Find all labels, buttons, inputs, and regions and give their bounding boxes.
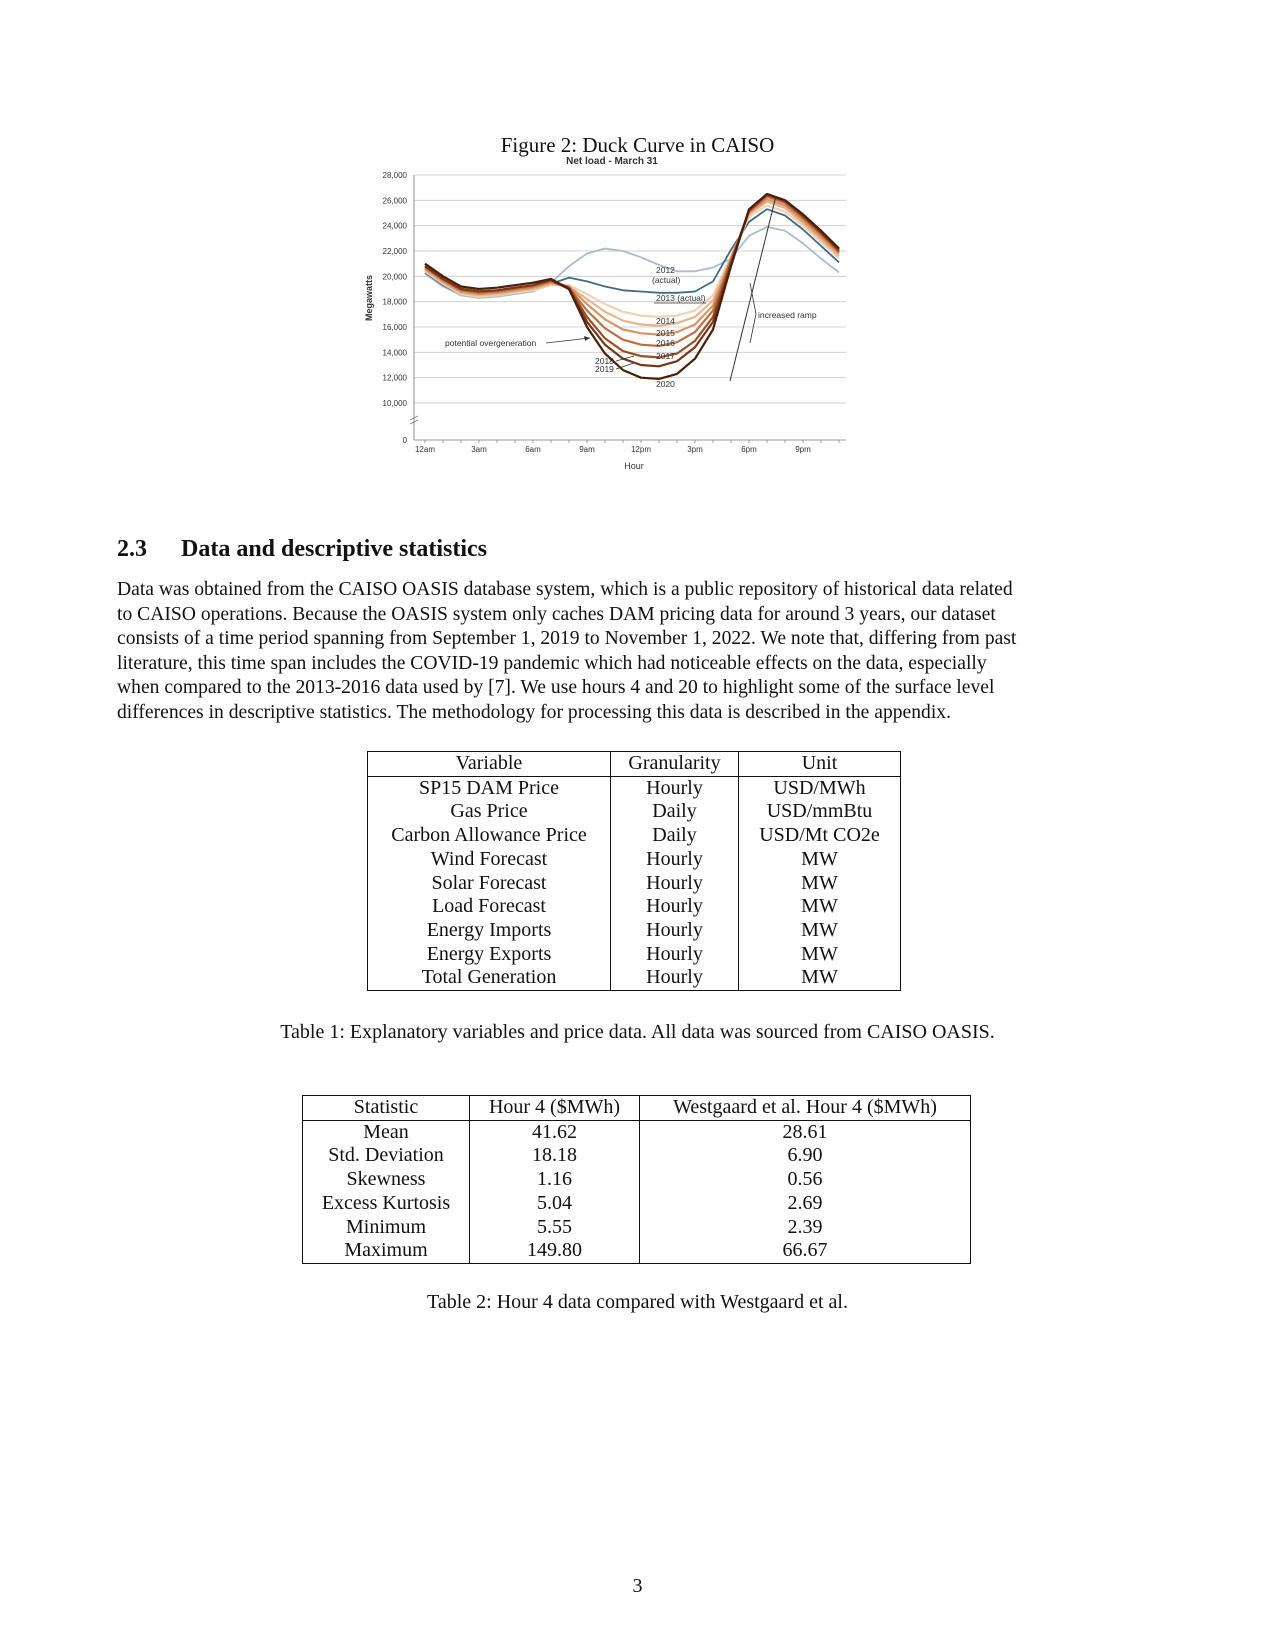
variables-table	[367, 751, 901, 991]
ramp-label: increased ramp	[758, 310, 817, 320]
label-2016: 2016	[656, 338, 675, 348]
table1-row-cell: Solar Forecast	[431, 871, 547, 894]
table1-row	[368, 848, 901, 872]
table1-row	[368, 919, 901, 943]
table1-row	[368, 776, 901, 800]
series-line-2012-actual	[425, 227, 839, 298]
table1-row-cell: Load Forecast	[432, 895, 546, 918]
table1-row-cell: USD/Mt CO2e	[739, 824, 901, 848]
ramp-brace	[750, 283, 756, 343]
label-2012: 2012	[656, 265, 675, 275]
label-2015: 2015	[656, 328, 675, 338]
table1-row-cell: Hourly	[611, 966, 739, 990]
chart-x-ticks	[415, 440, 839, 454]
label-2012-sub: (actual)	[652, 275, 681, 285]
x-tick-label: 6pm	[741, 445, 757, 454]
table2-row-cell: Maximum	[344, 1239, 428, 1262]
overgeneration-label: potential overgeneration	[445, 338, 537, 348]
y-tick-label: 0	[402, 436, 407, 445]
table2-row	[303, 1168, 971, 1192]
table1-row-cell: Energy Exports	[426, 942, 552, 965]
x-tick-label: 9pm	[795, 445, 811, 454]
table1-row	[368, 824, 901, 848]
label-2014: 2014	[656, 316, 675, 326]
table2-row-cell: Std. Deviation	[328, 1144, 444, 1167]
table1-row	[368, 943, 901, 967]
x-tick-label: 6am	[525, 445, 541, 454]
table1-row-cell: Hourly	[611, 848, 739, 872]
table1-header: Variable	[368, 752, 611, 777]
figure-caption: Figure 2: Duck Curve in CAISO	[500, 133, 775, 157]
table2-header: Hour 4 ($MWh)	[470, 1096, 640, 1121]
duck-curve-chart	[364, 156, 860, 478]
table1-row-cell: Daily	[611, 800, 739, 824]
table1-row-cell: Hourly	[611, 919, 739, 943]
table2-row	[303, 1192, 971, 1216]
y-tick-label: 16,000	[382, 323, 407, 332]
table2-row-cell: 149.80	[470, 1239, 640, 1263]
table1-row-cell: MW	[739, 943, 901, 967]
label-2017: 2017	[656, 351, 675, 361]
table1-caption: Table 1: Explanatory variables and price data. All data was sourced from CAISO OASIS.	[280, 1021, 995, 1043]
table1-row-cell: Hourly	[611, 895, 739, 919]
section-paragraph	[117, 578, 1157, 726]
table1-row-cell: MW	[739, 966, 901, 990]
paragraph-line: to CAISO operations. Because the OASIS system only caches DAM pricing data for around 3 years, our dataset	[117, 603, 996, 625]
table2-row-cell: Excess Kurtosis	[321, 1191, 451, 1214]
chart-x-axis-label: Hour	[624, 461, 644, 471]
table1-row-cell: Carbon Allowance Price	[391, 824, 587, 847]
table1-row	[368, 872, 901, 896]
table2-row	[303, 1120, 971, 1144]
table1-row-cell: Hourly	[611, 872, 739, 896]
table2-row-cell: 41.62	[470, 1120, 640, 1144]
table1-row-cell: MW	[739, 895, 901, 919]
table1-row-cell: Hourly	[611, 776, 739, 800]
series-line-2015	[425, 202, 839, 326]
page-number: 3	[632, 1575, 643, 1597]
y-tick-label: 20,000	[382, 272, 407, 282]
table2-row-cell: 2.39	[640, 1216, 971, 1240]
paragraph-line: consists of a time period spanning from September 1, 2019 to November 1, 2022. We note that, differing from past	[117, 628, 1017, 650]
table1-header: Granularity	[611, 752, 739, 777]
label-2019: 2019	[595, 364, 614, 374]
y-tick-label: 22,000	[382, 247, 407, 256]
ramp-line	[730, 196, 776, 381]
table1-row	[368, 966, 901, 990]
chart-title: Net load - March 31	[566, 156, 658, 167]
table2-header: Statistic	[303, 1096, 470, 1121]
paragraph-line: Data was obtained from the CAISO OASIS database system, which is a public repository of historical data related	[117, 579, 1013, 600]
table2-row-cell: 18.18	[470, 1144, 640, 1168]
chart-y-ticks	[383, 171, 408, 445]
y-tick-label: 26,000	[382, 196, 407, 206]
y-tick-label: 18,000	[382, 297, 407, 307]
label-2020: 2020	[656, 379, 675, 389]
y-tick-label: 24,000	[382, 221, 407, 231]
paragraph-line: differences in descriptive statistics. The methodology for processing this data is described in the appendix.	[117, 701, 951, 723]
table2-row-cell: 1.16	[470, 1168, 640, 1192]
table2-row-cell: 5.04	[470, 1192, 640, 1216]
x-tick-label: 12am	[414, 445, 436, 454]
table2-header: Westgaard et al. Hour 4 ($MWh)	[640, 1096, 971, 1121]
series-line-2020	[425, 194, 839, 379]
y-tick-label: 14,000	[382, 348, 407, 358]
table1-row	[368, 895, 901, 919]
table1-row-cell: USD/mmBtu	[739, 800, 901, 824]
table2-row-cell: Mean	[363, 1120, 409, 1143]
y-tick-label: 10,000	[382, 399, 407, 408]
x-tick-label: 12pm	[630, 445, 652, 454]
table1-header: Unit	[739, 752, 901, 777]
label-2018: 2018	[595, 356, 614, 366]
table1-row-cell: Energy Imports	[426, 918, 552, 941]
table2-row-cell: Minimum	[345, 1215, 426, 1238]
series-line-2014	[425, 205, 839, 317]
section-number: 2.3	[117, 536, 147, 562]
table1-row-cell: MW	[739, 919, 901, 943]
section-heading	[117, 536, 487, 563]
label-2013: 2013 (actual)	[656, 293, 706, 303]
x-tick-label: 9am	[579, 445, 595, 454]
table1-row-cell: SP15 DAM Price	[418, 776, 559, 799]
x-tick-label: 3am	[471, 445, 487, 454]
table2-row-cell: 0.56	[640, 1168, 971, 1192]
table1-row-cell: Wind Forecast	[430, 847, 548, 870]
table2-row-cell: 66.67	[640, 1239, 971, 1263]
table2-row-cell: 28.61	[640, 1120, 971, 1144]
table1-row-cell: Total Generation	[421, 966, 557, 989]
chart-series	[425, 194, 839, 379]
table1-row-cell: Hourly	[611, 943, 739, 967]
paragraph-line: when compared to the 2013-2016 data used by [7]. We use hours 4 and 20 to highlight some of the surface level	[117, 677, 995, 699]
table2-row	[303, 1239, 971, 1263]
overgeneration-arrowhead	[584, 336, 590, 341]
table2-row-cell: 2.69	[640, 1192, 971, 1216]
table1-row-cell: MW	[739, 848, 901, 872]
table2-row-cell: 6.90	[640, 1144, 971, 1168]
table1-row-cell: MW	[739, 872, 901, 896]
table1-row	[368, 800, 901, 824]
overgeneration-arrow	[546, 338, 590, 343]
series-line-2013-actual	[425, 209, 839, 296]
y-tick-label: 12,000	[382, 373, 407, 383]
chart-y-axis-label: Megawatts	[364, 274, 374, 322]
paragraph-line: literature, this time span includes the COVID-19 pandemic which had noticeable effects on the data, especially	[117, 652, 987, 674]
table2-row-cell: Skewness	[346, 1168, 426, 1191]
table1-row-cell: Daily	[611, 824, 739, 848]
section-title: Data and descriptive statistics	[181, 536, 487, 562]
statistics-table	[302, 1095, 971, 1264]
y-tick-label: 28,000	[382, 171, 407, 180]
table2-row	[303, 1144, 971, 1168]
table2-row-cell: 5.55	[470, 1216, 640, 1240]
x-tick-label: 3pm	[687, 445, 703, 454]
table1-row-cell: USD/MWh	[739, 776, 901, 800]
table2-caption: Table 2: Hour 4 data compared with Westgaard et al.	[427, 1291, 848, 1313]
table2-row	[303, 1216, 971, 1240]
table1-row-cell: Gas Price	[450, 800, 528, 823]
